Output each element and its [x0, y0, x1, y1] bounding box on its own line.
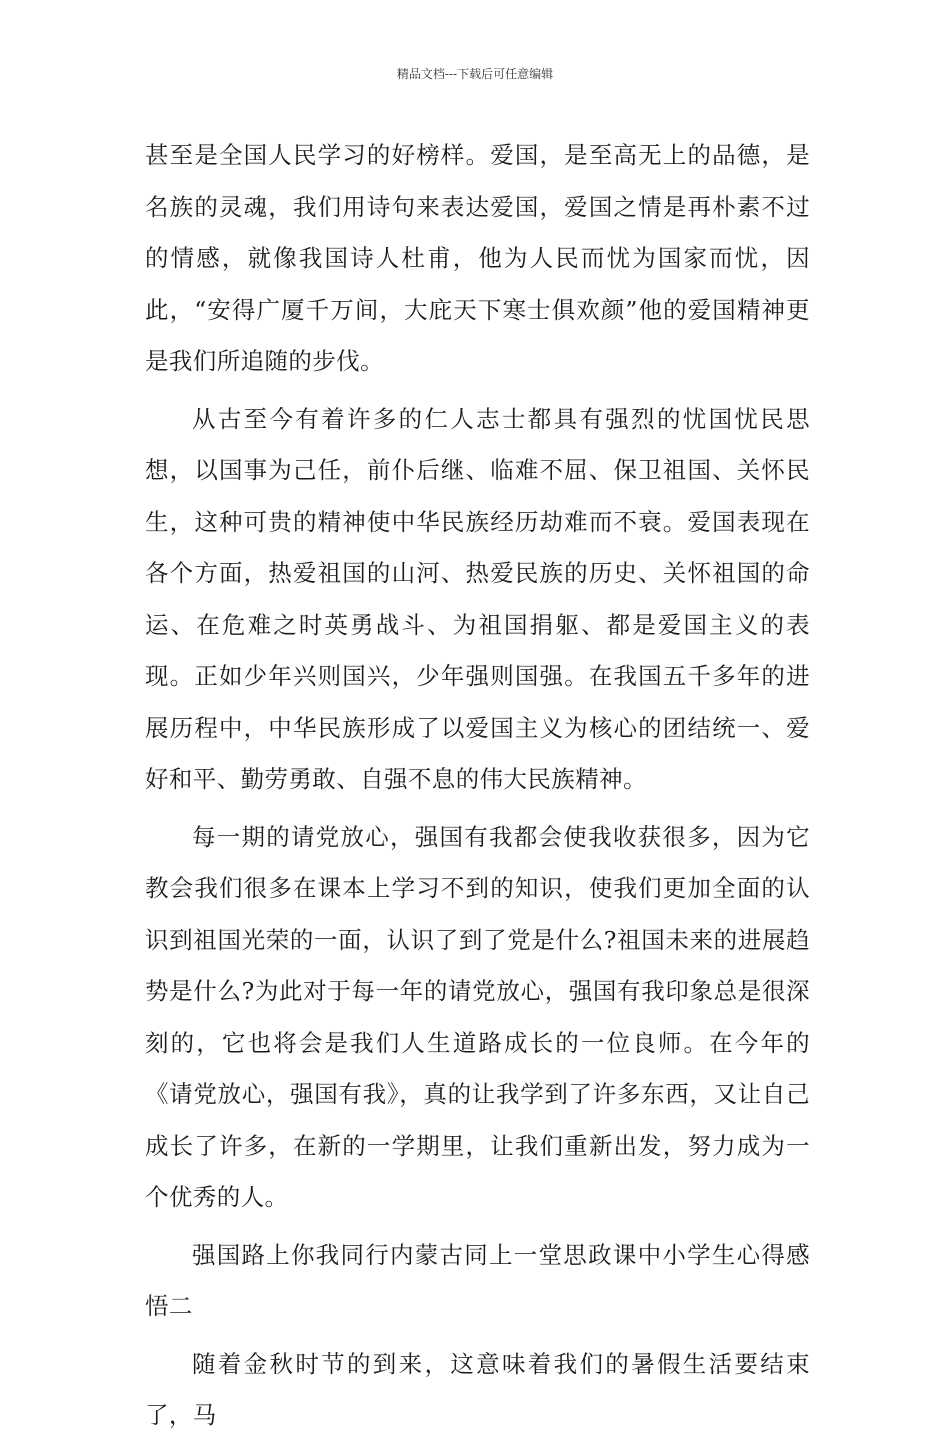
paragraph-2: 从古至今有着许多的仁人志士都具有强烈的忧国忧民思想，以国事为己任，前仆后继、临难不屈、保卫祖国、关怀民生，这种可贵的精神使中华民族经历劫难而不衰。爱国表现在各个方面，热爱祖国的山河、热爱民族的历史、关怀祖国的命运、在危难之时英勇战斗、为祖国捐躯、都是爱国主义的表现。正如少年兴则国兴，少年强则国强。在我国五千多年的进展历程中，中华民族形成了以爱国主义为核心的团结统一、爱好和平、勤劳勇敢、自强不息的伟大民族精神。 [145, 404, 810, 793]
section-heading: 强国路上你我同行内蒙古同上一堂思政课中小学生心得感悟二 [145, 1240, 810, 1320]
paragraph-3: 每一期的请党放心，强国有我都会使我收获很多，因为它教会我们很多在课本上学习不到的知识，使我们更加全面的认识到祖国光荣的一面，认识了到了党是什么?祖国未来的进展趋势是什么?为此对于每一年的请党放心，强国有我印象总是很深刻的，它也将会是我们人生道路成长的一位良师。在今年的《请党放心，强国有我》，真的让我学到了许多东西，又让自己成长了许多，在新的一学期里，让我们重新出发，努力成为一个优秀的人。 [145, 822, 810, 1211]
paragraph-4: 随着金秋时节的到来，这意味着我们的暑假生活要结束了，马 [145, 1349, 810, 1429]
page-header: 精品文档---下载后可任意编辑 [396, 67, 554, 81]
paragraph-1: 甚至是全国人民学习的好榜样。爱国，是至高无上的品德，是名族的灵魂，我们用诗句来表达爱国，爱国之情是再朴素不过的情感，就像我国诗人杜甫，他为人民而忧为国家而忧，因此，“安得广厦千万间，大庇天下寒士俱欢颜”他的爱国精神更是我们所追随的步伐。 [145, 141, 810, 375]
document-body [145, 130, 810, 1448]
